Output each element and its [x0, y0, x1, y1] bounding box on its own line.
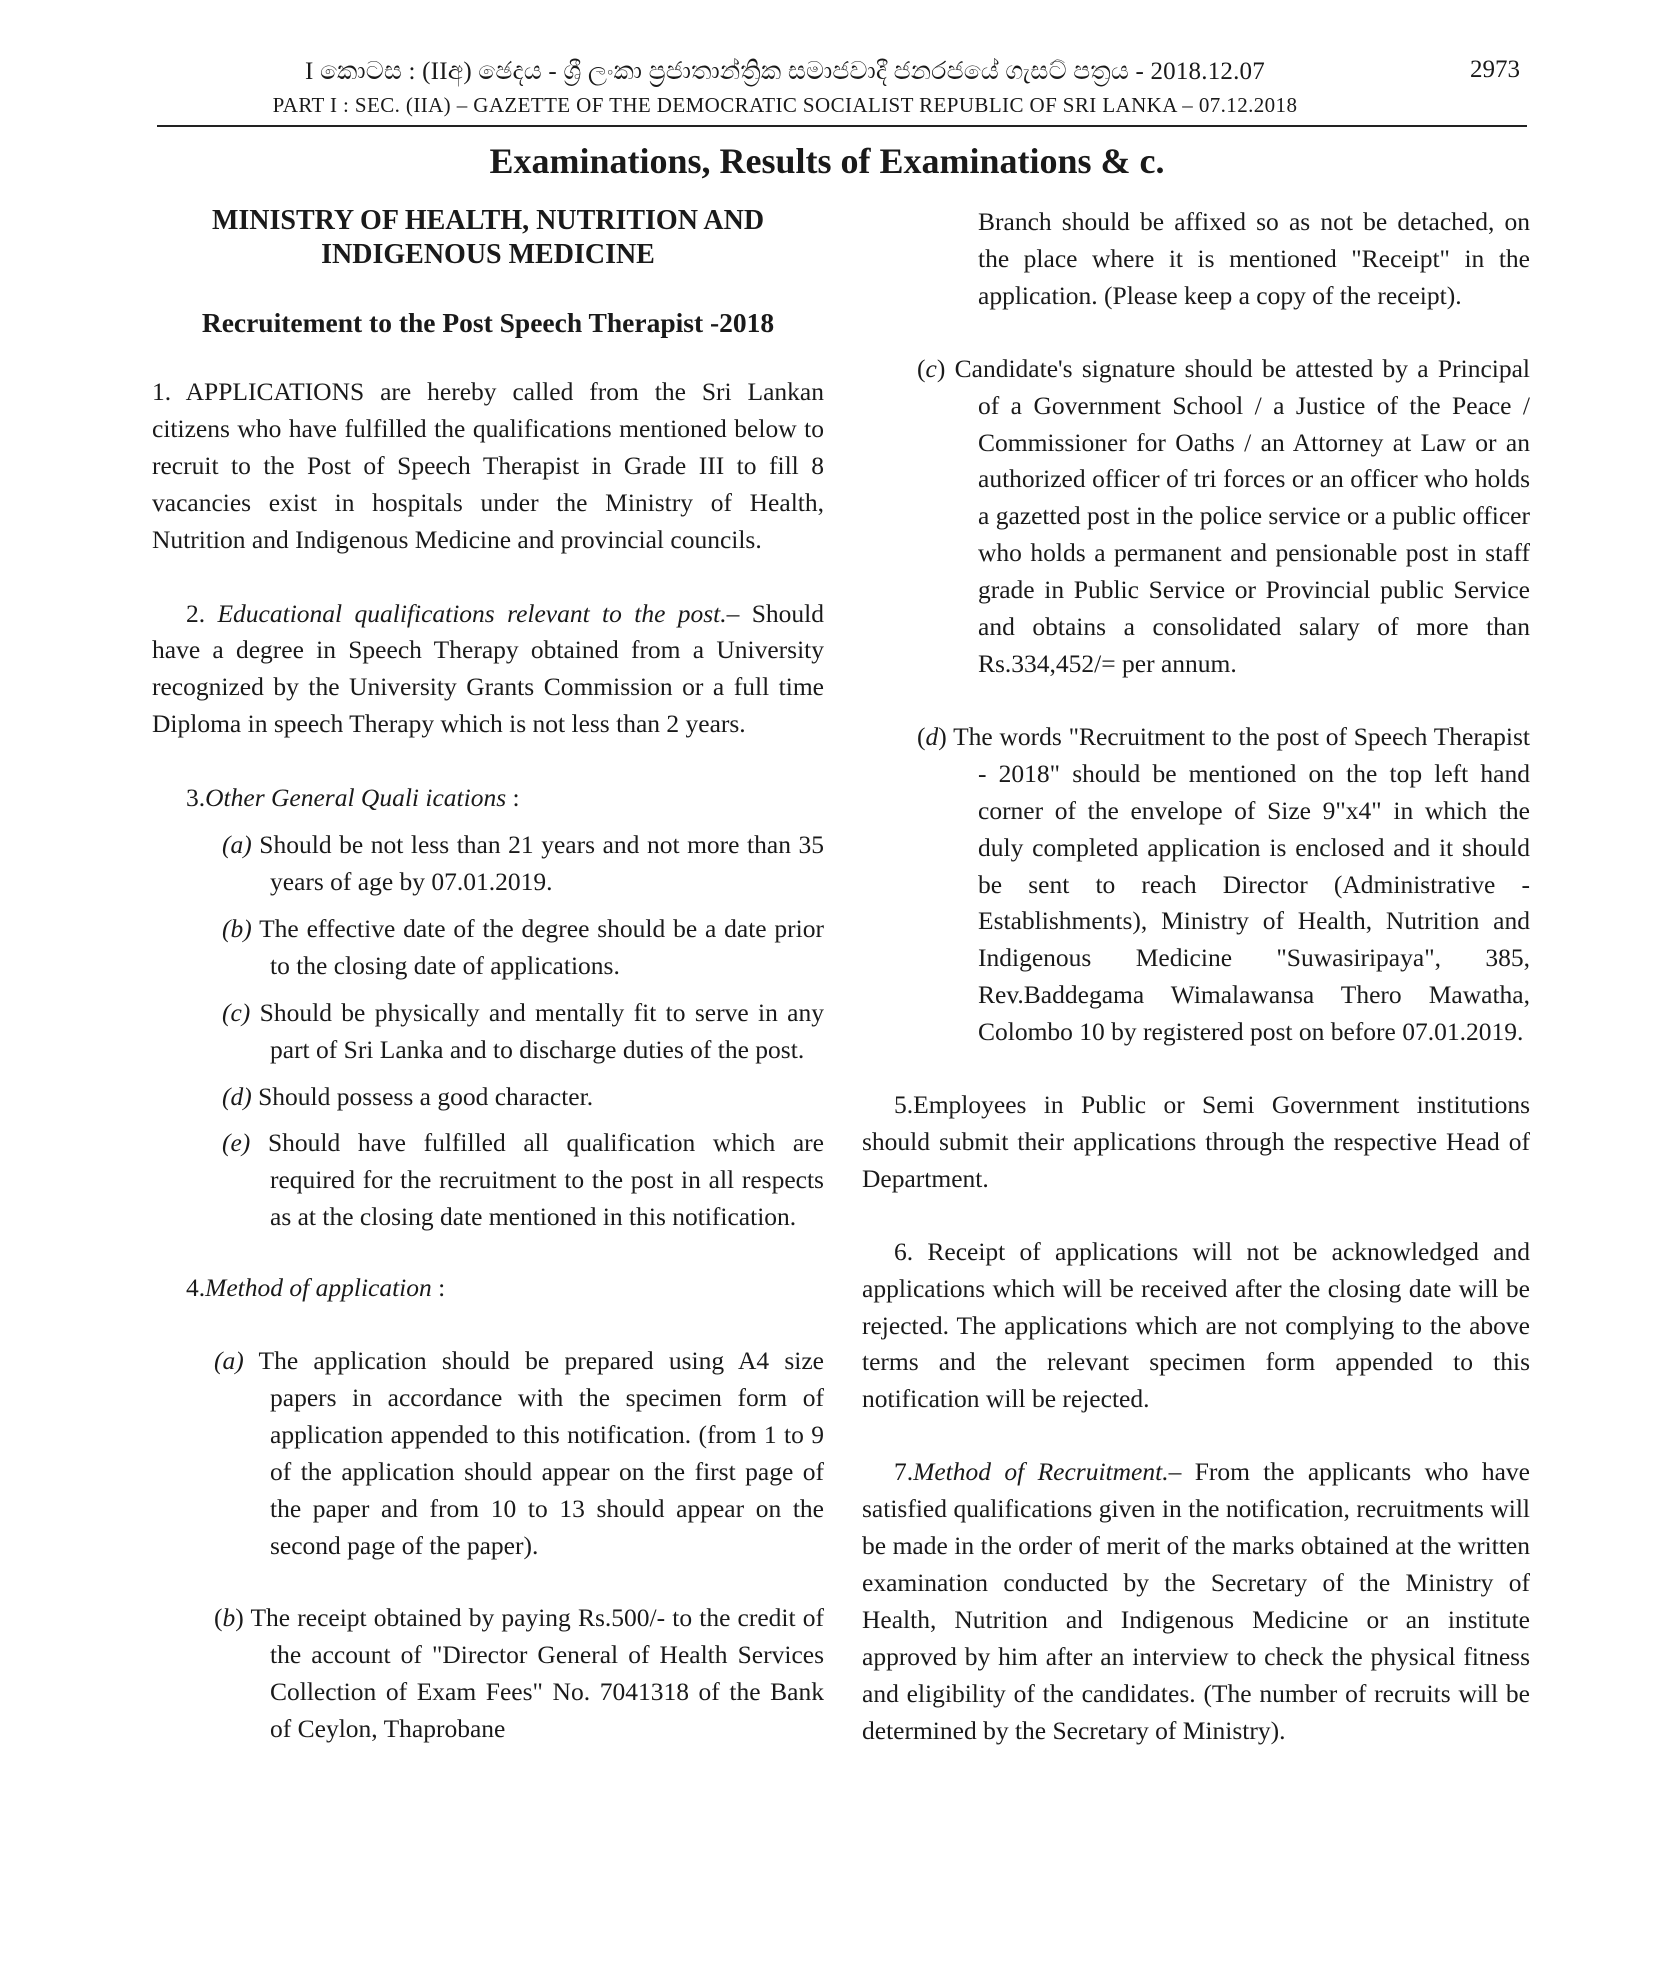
paragraph-4-heading: [152, 1270, 824, 1307]
paragraph-1: 1. APPLICATIONS are hereby called from the Sri Lankan citizens who have fulfilled the qualifications mentioned below to recruit to the Post of Speech Therapist in Grade III to fill 8 vacancies exist in hospitals under the Ministry of Health, Nutrition and Indigenous Medicine and provincial councils.: [152, 377, 824, 554]
qualification-item-d-label: (d): [222, 1081, 252, 1111]
qualification-item-e-text: Should have fulfilled all qualification which are required for the recruitment to the post in all respects as at the closing date mentioned in this notification.: [267, 1128, 824, 1232]
application-item-c-text: Candidate's signature should be attested by a Principal of a Government School / a Justice of the Peace / Commissioner for Oaths / an Attorney at Law or an authorized officer of tri forces or an officer who holds a gazetted post in the police service or a public officer who holds a permanent and pensionable post in staff grade in Public Service or Provincial public Service and obtains a consolidated salary of more than Rs.334,452/= per annum.: [954, 353, 1530, 678]
qualification-item-c-label: (c): [222, 997, 251, 1027]
paragraph-3-heading: [152, 780, 824, 817]
ministry-heading-line-2: INDIGENOUS MEDICINE: [321, 239, 655, 270]
qualification-item-c-text: Should be physically and mentally fit to serve in any part of Sri Lanka and to discharge duties of the post.: [259, 997, 824, 1064]
paragraph-7: [862, 1454, 1530, 1749]
left-column: [152, 204, 824, 1748]
qualification-item-d: [152, 1079, 824, 1116]
paragraph-3-title: Other General Quali ications: [205, 783, 507, 813]
paragraph-7-number: 7.: [894, 1457, 914, 1487]
application-item-b-text-part-1: The receipt obtained by paying Rs.500/- to the credit of the account of "Director General of Health Services Collection of Exam Fees" No. 7041318 of the Bank of Ceylon, Thaprobane: [250, 1603, 825, 1744]
paragraph-4-title: Method of application: [205, 1273, 432, 1303]
gazette-header-english: PART I : SEC. (IIA) – GAZETTE OF THE DEMOCRATIC SOCIALIST REPUBLIC OF SRI LANKA – 07.12.2018: [272, 93, 1298, 117]
notice-title: Recruitement to the Post Speech Therapist -2018: [201, 307, 775, 338]
paragraph-2-number: 2.: [186, 598, 218, 628]
paragraph-5: 5.Employees in Public or Semi Government institutions should submit their applications through the respective Head of Department.: [862, 1090, 1530, 1193]
application-item-d: (d) The words "Recruitment to the post of Speech Therapist - 2018" should be mentioned on the top left hand corner of the envelope of Size 9"x4" in which the duly completed application is enclosed and it should be sent to reach Director (Administrative - Establishments), Ministry of Health, Nutrition and Indigenous Medicine "Suwasiripaya", 385, Rev.Baddegama Wimalawansa Thero Mawatha, Colombo 10 by registered post on before 07.01.2019.: [917, 721, 1531, 1047]
application-item-a-label: (a): [214, 1346, 244, 1376]
page-number: 2973: [1470, 56, 1520, 83]
ministry-heading-line-1: MINISTRY OF HEALTH, NUTRITION AND: [211, 205, 765, 236]
paragraph-3-colon: :: [506, 783, 520, 813]
qualification-item-a-label: (a): [222, 830, 252, 860]
paragraph-2-text: – Should have a degree in Speech Therapy obtained from a University recognized by the University Grants Commission or a full time Diploma in speech Therapy which is not less than 2 years.: [152, 598, 824, 739]
qualification-item-c: [152, 995, 824, 1069]
application-item-a: [152, 1343, 824, 1564]
qualification-item-b-label: (b): [222, 913, 252, 943]
right-column: [862, 204, 1530, 1750]
paragraph-7-heading: Method of Recruitment.: [913, 1457, 1169, 1487]
application-item-c-label: c: [925, 353, 937, 383]
qualification-item-e-label: (e): [222, 1128, 251, 1158]
application-item-a-text: The application should be prepared using A4 size papers in accordance with the specimen form of application appended to this notification. (from 1 to 9 of the application should appear on the first page of the paper and from 10 to 13 should appear on the second page of the paper).: [258, 1346, 824, 1560]
application-item-d-text: The words "Recruitment to the post of Speech Therapist - 2018" should be mentioned on the top left hand corner of the envelope of Size 9"x4" in which the duly completed application is enclosed and it should be sent to reach Director (Administrative - Establishments), Ministry of Health, Nutrition and Indigenous Medicine "Suwasiripaya", 385, Rev.Baddegama Wimalawansa Thero Mawatha, Colombo 10 by registered post on before 07.01.2019.: [953, 721, 1531, 1047]
gazette-header-sinhala: I කොටස : (IIඅ) ඡෙදය - ශ්‍රී ලංකා ප්‍රජාතාන්ත්‍රික සමාජවාදී ජනරජයේ ගැසට් පත්‍රය - 2018.12.07: [305, 58, 1265, 85]
qualification-item-a: [152, 827, 824, 901]
application-item-d-label: d: [925, 721, 939, 751]
paragraph-2-heading: Educational qualifications relevant to the post.: [217, 598, 727, 628]
application-item-b-label: b: [222, 1603, 236, 1633]
qualification-item-a-text: Should be not less than 21 years and not more than 35 years of age by 07.01.2019.: [259, 830, 825, 896]
application-item-b-continued: Branch should be affixed so as not be detached, on the place where it is mentioned "Receipt" in the application. (Please keep a copy of the receipt).: [978, 207, 1530, 310]
paragraph-4-colon: :: [431, 1273, 446, 1303]
application-item-c: (c) Candidate's signature should be attested by a Principal of a Government School / a Justice of the Peace / Commissioner for Oaths / an Attorney at Law or an authorized officer of tri forces or an officer who holds a gazetted post in the police service or a public officer who holds a permanent and pensionable post in staff grade in Public Service or Provincial public Service and obtains a consolidated salary of more than Rs.334,452/= per annum.: [917, 353, 1530, 678]
header-rule: [157, 125, 1527, 127]
qualification-item-b-text: The effective date of the degree should be a date prior to the closing date of applications.: [259, 913, 824, 980]
paragraph-4-number: 4.: [186, 1273, 206, 1303]
paragraph-7-text: – From the applicants who have satisfied qualifications given in the notification, recruitments will be made in the order of merit of the marks obtained at the written examination conducted by the Secretary of the Ministry of Health, Nutrition and Indigenous Medicine or an institute approved by him after an interview to check the physical fitness and eligibility of the candidates. (The number of recruits will be determined by the Secretary of Ministry).: [862, 1457, 1530, 1745]
paragraph-2: [152, 596, 824, 744]
qualification-item-d-text: Should possess a good character.: [258, 1081, 594, 1111]
qualification-item-e: [152, 1125, 824, 1236]
paragraph-6: 6. Receipt of applications will not be acknowledged and applications which will be received after the closing date will be rejected. The applications which are not complying to the above terms and the relevant specimen form appended to this notification will be rejected.: [862, 1236, 1530, 1414]
qualification-item-b: [152, 911, 824, 985]
paragraph-3-number: 3.: [186, 783, 206, 813]
application-item-b: (b) The receipt obtained by paying Rs.500/- to the credit of the account of "Director General of Health Services Collection of Exam Fees" No. 7041318 of the Bank of Ceylon, Thaprobane: [214, 1603, 825, 1744]
section-title: Examinations, Results of Examinations & c.: [489, 141, 1165, 181]
